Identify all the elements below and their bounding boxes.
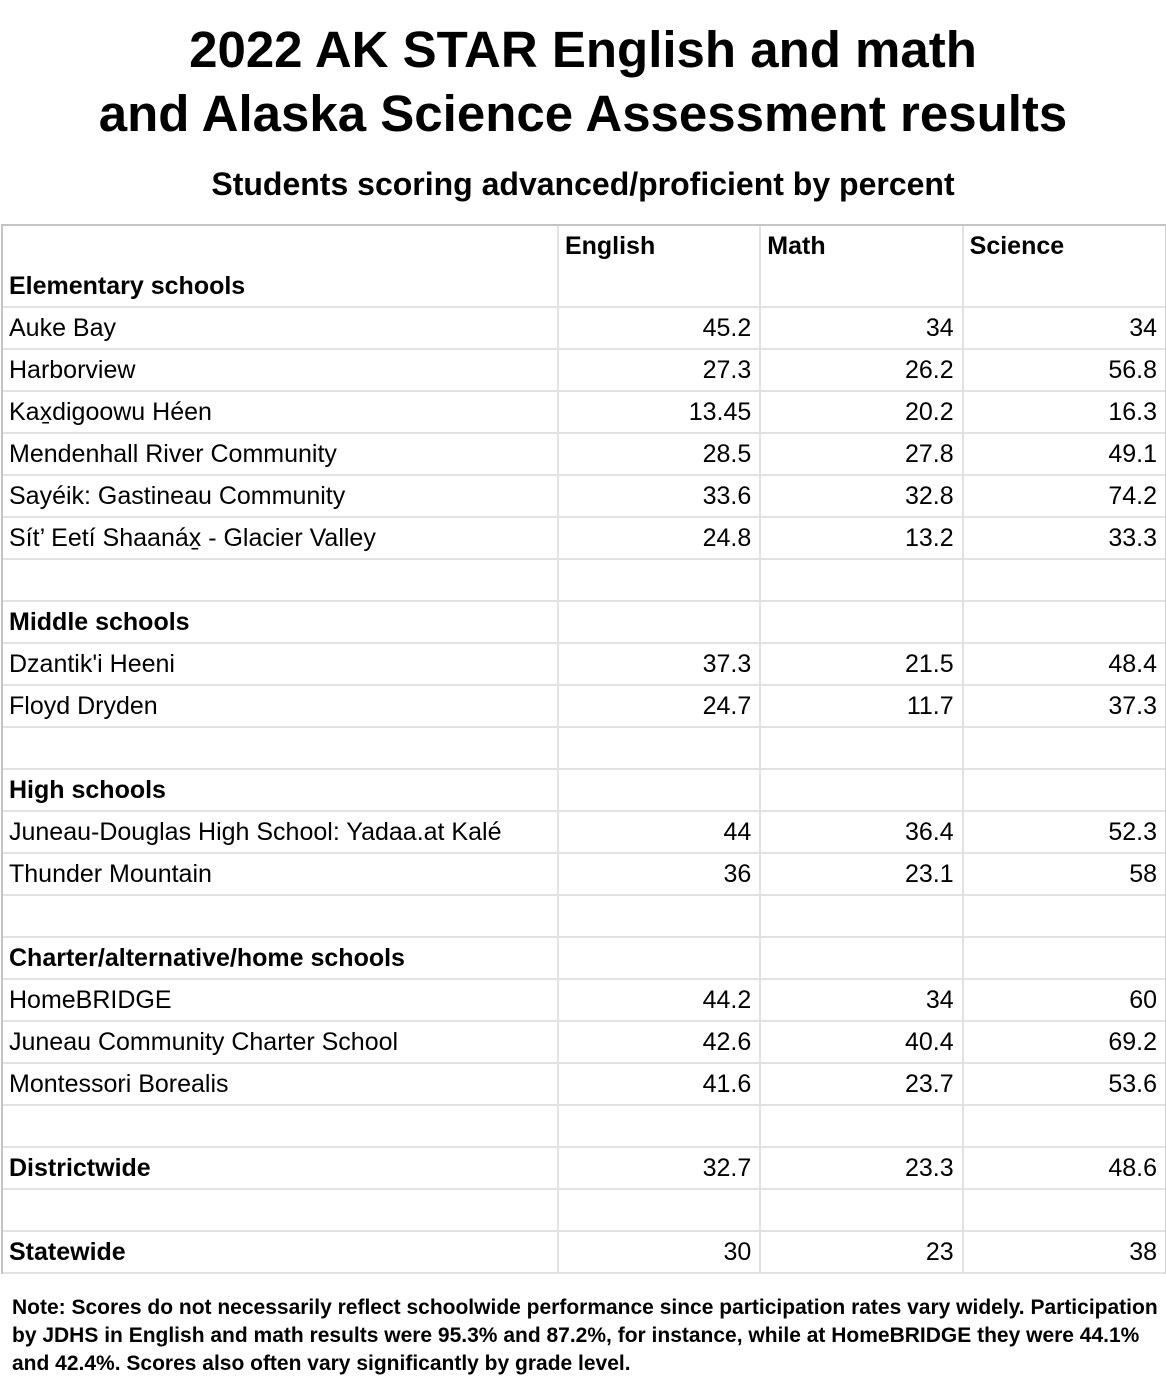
table-row	[3, 979, 1165, 1021]
table-row	[3, 1063, 1165, 1105]
english-score-cell: 37.3	[558, 643, 760, 685]
science-score-cell: 53.6	[963, 1063, 1165, 1105]
english-score-cell: 24.7	[558, 685, 760, 727]
math-score-cell: 26.2	[760, 349, 962, 391]
math-score-cell: 32.8	[760, 475, 962, 517]
table-body	[3, 266, 1165, 1273]
section-header-row	[3, 769, 1165, 811]
summary-label: Statewide	[3, 1231, 558, 1273]
science-score-cell: 38	[963, 1231, 1165, 1273]
science-score-cell: 37.3	[963, 685, 1165, 727]
title-line-2: and Alaska Science Assessment results	[98, 85, 1068, 142]
english-score-cell: 44	[558, 811, 760, 853]
english-score-cell: 32.7	[558, 1147, 760, 1189]
english-score-cell	[558, 601, 760, 643]
math-score-cell: 34	[760, 307, 962, 349]
science-score-cell	[963, 937, 1165, 979]
spacer-row	[3, 559, 1165, 601]
school-name-cell: Kax̱digoowu Héen	[3, 391, 558, 433]
school-name-cell	[3, 895, 558, 937]
school-name-cell: Montessori Borealis	[3, 1063, 558, 1105]
spacer-row	[3, 727, 1165, 769]
spacer-row	[3, 1189, 1165, 1231]
english-score-cell: 36	[558, 853, 760, 895]
section-header-row	[3, 601, 1165, 643]
math-score-cell: 11.7	[760, 685, 962, 727]
school-name-cell: Harborview	[3, 349, 558, 391]
section-label: Elementary schools	[3, 266, 558, 307]
section-header-row	[3, 937, 1165, 979]
summary-label: Districtwide	[3, 1147, 558, 1189]
results-table	[3, 226, 1165, 1274]
english-score-cell	[558, 559, 760, 601]
science-score-cell: 48.4	[963, 643, 1165, 685]
science-score-cell: 74.2	[963, 475, 1165, 517]
science-score-cell	[963, 601, 1165, 643]
english-score-cell	[558, 769, 760, 811]
english-score-cell	[558, 1105, 760, 1147]
science-score-cell: 58	[963, 853, 1165, 895]
english-score-cell	[558, 937, 760, 979]
english-score-cell: 41.6	[558, 1063, 760, 1105]
english-score-cell: 45.2	[558, 307, 760, 349]
english-score-cell: 24.8	[558, 517, 760, 559]
english-score-cell	[558, 895, 760, 937]
table-row	[3, 1021, 1165, 1063]
column-header-english: English	[558, 226, 760, 266]
school-name-cell: Juneau Community Charter School	[3, 1021, 558, 1063]
math-score-cell: 23.1	[760, 853, 962, 895]
math-score-cell	[760, 1189, 962, 1231]
table-row	[3, 391, 1165, 433]
school-name-cell: Sít’ Eetí Shaanáx̱ - Glacier Valley	[3, 517, 558, 559]
school-name-cell	[3, 559, 558, 601]
math-score-cell: 36.4	[760, 811, 962, 853]
table-row	[3, 475, 1165, 517]
math-score-cell	[760, 769, 962, 811]
science-score-cell	[963, 727, 1165, 769]
math-score-cell: 27.8	[760, 433, 962, 475]
english-score-cell: 27.3	[558, 349, 760, 391]
english-score-cell: 44.2	[558, 979, 760, 1021]
math-score-cell: 13.2	[760, 517, 962, 559]
school-name-cell	[3, 1189, 558, 1231]
spacer-row	[3, 895, 1165, 937]
results-table-container	[1, 224, 1166, 1274]
science-score-cell: 33.3	[963, 517, 1165, 559]
school-name-cell: Mendenhall River Community	[3, 433, 558, 475]
spacer-row	[3, 1105, 1165, 1147]
table-row	[3, 685, 1165, 727]
english-score-cell: 30	[558, 1231, 760, 1273]
english-score-cell	[558, 1189, 760, 1231]
math-score-cell: 20.2	[760, 391, 962, 433]
school-name-cell: Auke Bay	[3, 307, 558, 349]
english-score-cell: 13.45	[558, 391, 760, 433]
english-score-cell: 28.5	[558, 433, 760, 475]
section-header-row	[3, 266, 1165, 307]
table-header-row	[3, 226, 1165, 266]
english-score-cell	[558, 266, 760, 307]
school-name-cell: Floyd Dryden	[3, 685, 558, 727]
school-name-cell	[3, 1105, 558, 1147]
science-score-cell	[963, 266, 1165, 307]
math-score-cell: 23	[760, 1231, 962, 1273]
page-subtitle: Students scoring advanced/proficient by percent	[211, 166, 955, 202]
math-score-cell: 21.5	[760, 643, 962, 685]
page-title	[0, 18, 1166, 146]
math-score-cell	[760, 895, 962, 937]
math-score-cell	[760, 601, 962, 643]
english-score-cell: 33.6	[558, 475, 760, 517]
math-score-cell: 23.3	[760, 1147, 962, 1189]
section-label: Middle schools	[3, 601, 558, 643]
science-score-cell: 48.6	[963, 1147, 1165, 1189]
table-row	[3, 643, 1165, 685]
footnote: Note: Scores do not necessarily reflect schoolwide performance since participation rates vary widely. Participation by JDHS in English and math results were 95.3% and 87.2%, for instance, while at HomeBRIDGE they were 44.1% and 42.4%. Scores also often vary significantly by grade level.	[12, 1296, 1158, 1375]
math-score-cell	[760, 559, 962, 601]
science-score-cell	[963, 769, 1165, 811]
science-score-cell: 16.3	[963, 391, 1165, 433]
section-label: Charter/alternative/home schools	[3, 937, 558, 979]
english-score-cell: 42.6	[558, 1021, 760, 1063]
science-score-cell: 60	[963, 979, 1165, 1021]
science-score-cell	[963, 1189, 1165, 1231]
math-score-cell	[760, 1105, 962, 1147]
school-name-cell: Thunder Mountain	[3, 853, 558, 895]
english-score-cell	[558, 727, 760, 769]
summary-row	[3, 1231, 1165, 1273]
math-score-cell	[760, 937, 962, 979]
summary-row	[3, 1147, 1165, 1189]
science-score-cell: 49.1	[963, 433, 1165, 475]
title-line-1: 2022 AK STAR English and math	[189, 21, 977, 78]
school-name-cell	[3, 727, 558, 769]
math-score-cell: 23.7	[760, 1063, 962, 1105]
science-score-cell: 56.8	[963, 349, 1165, 391]
science-score-cell: 34	[963, 307, 1165, 349]
table-row	[3, 517, 1165, 559]
section-label: High schools	[3, 769, 558, 811]
school-name-cell: Dzantik'i Heeni	[3, 643, 558, 685]
table-row	[3, 433, 1165, 475]
table-row	[3, 307, 1165, 349]
table-row	[3, 349, 1165, 391]
science-score-cell	[963, 559, 1165, 601]
school-name-cell: HomeBRIDGE	[3, 979, 558, 1021]
column-header-math: Math	[760, 226, 962, 266]
school-name-cell: Juneau-Douglas High School: Yadaa.at Kalé	[3, 811, 558, 853]
school-name-cell: Sayéik: Gastineau Community	[3, 475, 558, 517]
science-score-cell	[963, 895, 1165, 937]
math-score-cell: 40.4	[760, 1021, 962, 1063]
table-row	[3, 811, 1165, 853]
science-score-cell: 52.3	[963, 811, 1165, 853]
math-score-cell: 34	[760, 979, 962, 1021]
math-score-cell	[760, 266, 962, 307]
column-header-school	[3, 226, 558, 266]
science-score-cell: 69.2	[963, 1021, 1165, 1063]
science-score-cell	[963, 1105, 1165, 1147]
column-header-science: Science	[969, 232, 1065, 260]
math-score-cell	[760, 727, 962, 769]
table-row	[3, 853, 1165, 895]
